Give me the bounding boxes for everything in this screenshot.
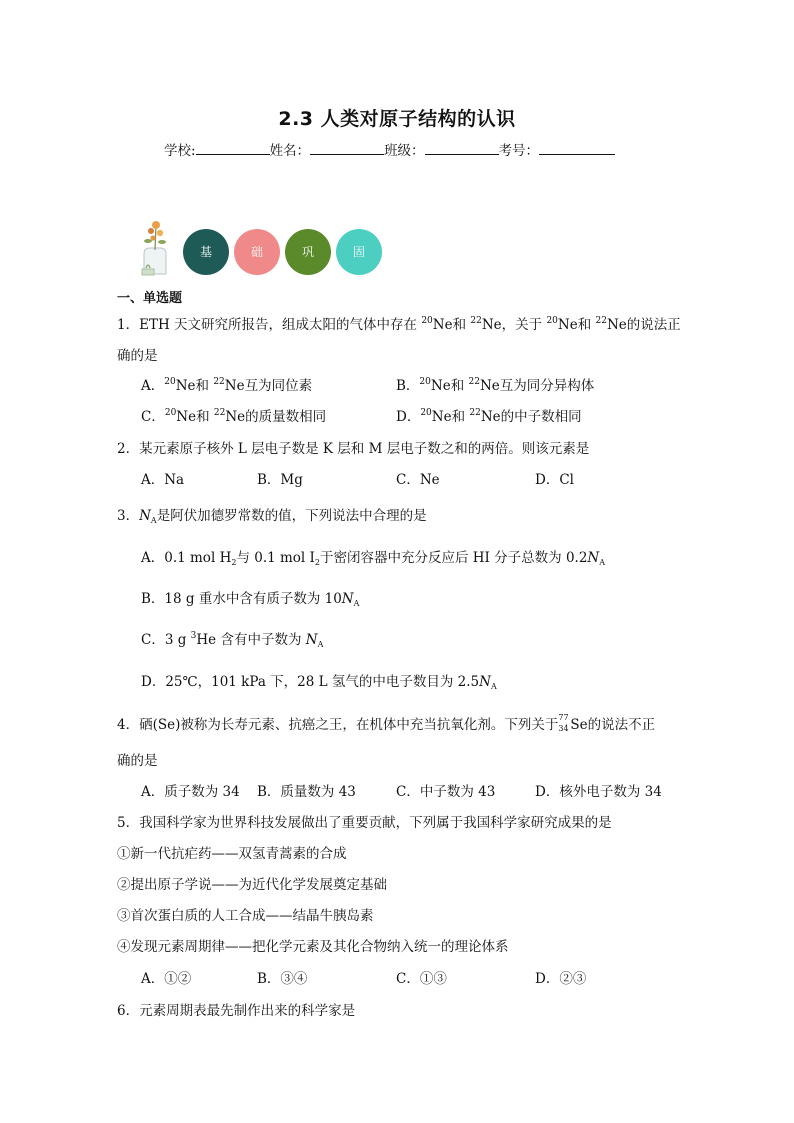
q1-stem-line1: 1．ETH 天文研究所报告，组成太阳的气体中存在 $^{20}$Ne和 $^{22}$Ne，关于 $^{20}$Ne和 $^{22}$Ne的说法正 (117, 316, 681, 333)
section-heading: 一、单选题 (117, 291, 183, 306)
q1-option-b[interactable]: B．$^{20}$Ne和 $^{22}$Ne互为同分异构体 (396, 377, 595, 394)
q3-stem: 3．$N_A$是阿伏加德罗常数的值，下列说法中合理的是 (117, 508, 427, 525)
q1-option-d[interactable]: D．$^{20}$Ne和 $^{22}$Ne的中子数相同 (396, 408, 582, 425)
q5-option-c[interactable]: C．①③ (396, 971, 447, 987)
q2-option-c[interactable]: C．Ne (396, 472, 440, 488)
class-label: 班级： (384, 143, 425, 159)
q2-option-d[interactable]: D．Cl (535, 472, 574, 488)
q2-option-b[interactable]: B．Mg (257, 472, 303, 488)
badge-ji: 基 (183, 229, 229, 275)
exam-no-blank[interactable] (539, 142, 615, 155)
se-nuclide: 77 34 (558, 713, 569, 733)
q3-option-c[interactable]: C．3 g $^3$He 含有中子数为 $N_A$ (141, 631, 324, 649)
q4-stem-line1: 4．硒(Se)被称为长寿元素、抗癌之王，在机体中充当抗氧化剂。下列关于 77 34 Se的说法不正 (117, 713, 656, 733)
page-title: 2.3 人类对原子结构的认识 (278, 108, 516, 130)
badge-gu: 固 (336, 229, 382, 275)
name-blank[interactable] (310, 142, 384, 155)
name-label: 姓名： (269, 143, 311, 159)
q5-item-3: ③首次蛋白质的人工合成——结晶牛胰岛素 (117, 908, 374, 924)
q5-option-d[interactable]: D．②③ (535, 971, 587, 987)
q6-stem: 6．元素周期表最先制作出来的科学家是 (117, 1003, 356, 1019)
school-label: 学校: (164, 143, 196, 159)
plant-vase-icon (136, 216, 174, 276)
q5-option-a[interactable]: A．①② (141, 971, 192, 987)
q5-stem: 5．我国科学家为世界科技发展做出了重要贡献，下列属于我国科学家研究成果的是 (117, 815, 612, 831)
q3-option-d[interactable]: D．25℃，101 kPa 下，28 L 氢气的中电子数目为 $2.5N_A$ (141, 674, 497, 691)
q1-stem-line2: 确的是 (117, 348, 158, 364)
q1-option-a[interactable]: A．$^{20}$Ne和 $^{22}$Ne互为同位素 (141, 377, 313, 394)
class-blank[interactable] (425, 142, 499, 155)
q5-item-2: ②提出原子学说——为近代化学发展奠定基础 (117, 877, 387, 893)
q2-stem: 2．某元素原子核外 L 层电子数是 K 层和 M 层电子数之和的两倍。则该元素是 (117, 441, 590, 457)
q4-option-d[interactable]: D．核外电子数为 34 (535, 784, 662, 800)
q4-option-c[interactable]: C．中子数为 43 (396, 784, 496, 800)
q1-option-c[interactable]: C．$^{20}$Ne和 $^{22}$Ne的质量数相同 (141, 408, 327, 425)
q4-option-b[interactable]: B．质量数为 43 (257, 784, 356, 800)
q5-item-4: ④发现元素周期律——把化学元素及其化合物纳入统一的理论体系 (117, 939, 509, 955)
badge-gong: 巩 (285, 229, 331, 275)
exam-no-label: 考号： (498, 143, 540, 159)
badge-chu: 础 (234, 229, 280, 275)
q3-option-b[interactable]: B．18 g 重水中含有质子数为 $10N_A$ (141, 591, 360, 608)
q4-stem-line2: 确的是 (117, 753, 158, 769)
q5-item-1: ①新一代抗疟药——双氢青蒿素的合成 (117, 846, 347, 862)
q5-option-b[interactable]: B．③④ (257, 971, 308, 987)
q2-option-a[interactable]: A．Na (141, 472, 185, 488)
student-info-line (164, 139, 615, 159)
q3-option-a[interactable]: A．0.1 mol $H_2$与 0.1 mol $I_2$于密闭容器中充分反应后 HI 分子总数为 $0.2N_A$ (141, 550, 606, 567)
q4-option-a[interactable]: A．质子数为 34 (141, 784, 240, 800)
school-blank[interactable] (196, 142, 270, 155)
